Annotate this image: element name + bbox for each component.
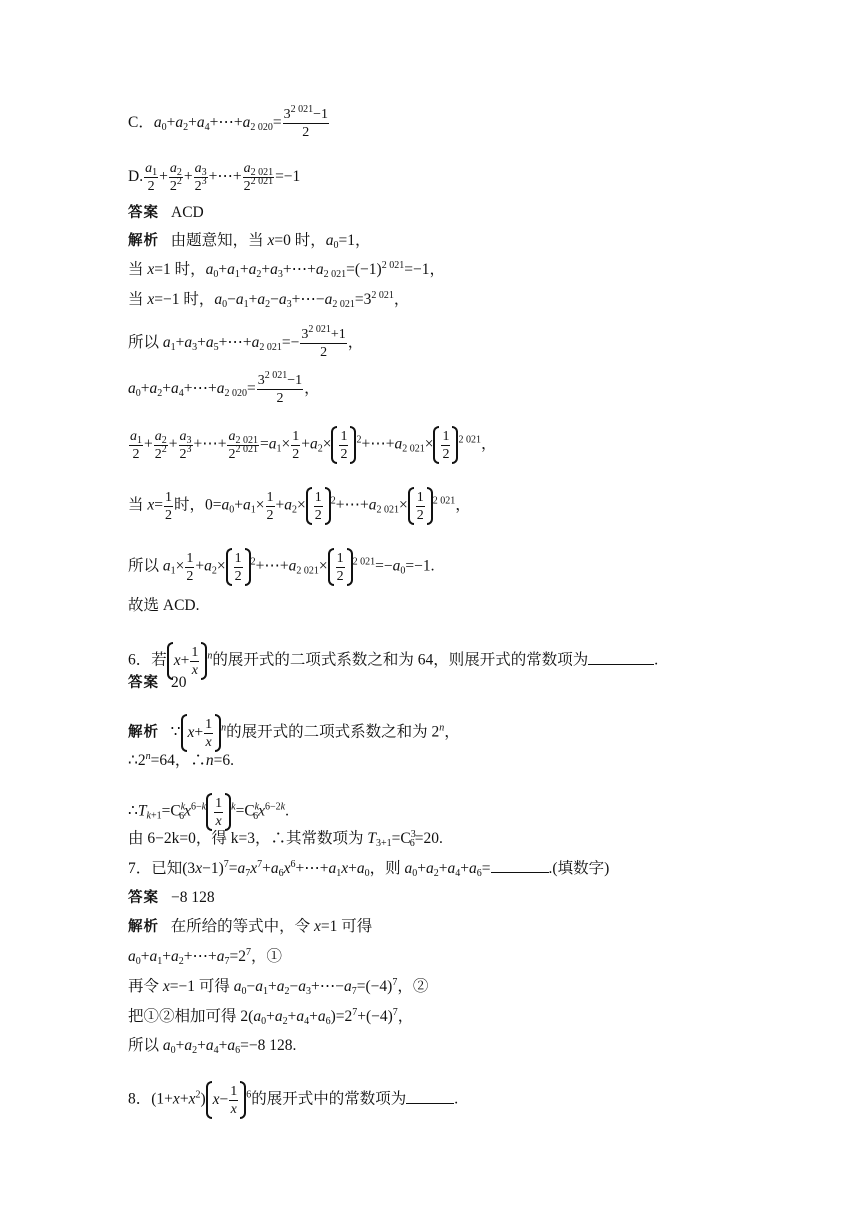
q7-analysis-2: $a_0+a_1+a_2+\cdots+a_7=2^7$，① [128, 947, 283, 967]
q7-analysis-4: 把①②相加可得 $2(a_0+a_2+a_4+a_6)=2^7+(-4)^7$， [128, 1007, 414, 1027]
q7-analysis-5: 所以 $a_0+a_2+a_4+a_6=-8$ 128. [128, 1037, 297, 1056]
q5-option-d: D. $\frac{a_1}{2}$ + $\frac{a_2}{2^2}$ + $\frac{a_3}{2^3}$ +⋯+ $\frac{a_{2 021}}{2^{2 021}}$ =−1 [128, 161, 301, 194]
q5-analysis-4: 所以 $a_1+a_3+a_5+\cdots+a_{2 021}=-$ $\frac{3^{2 021}+1}{2}$ ， [128, 324, 364, 360]
q6-analysis-2: $\therefore 2^n=64$，∴n=6. [128, 751, 234, 769]
q5-analysis-1: 解析 由题意知，当 x=0 时，$a_0=1$， [128, 232, 371, 251]
q6-analysis-1: 解析 ∵ x + $\frac{1}{x}$ $^n$的展开式的二项式系数之和为 2$^n$， [128, 714, 460, 752]
answer-blank[interactable] [491, 858, 549, 873]
q6-analysis-4: 由 6−2k=0，得 k=3，∴其常数项为 $T_{3+1}=C^3_6=20$. [128, 829, 443, 849]
q7-analysis-1: 解析 在所给的等式中，令 x=1 可得 [128, 918, 373, 935]
q5-analysis-7: 当 x= $\frac{1}{2}$ 时，$0=a_0+a_1\times$ $\frac{1}{2}$ $+a_2\times$ $\frac{1}{2}$ $^2+\cdots+a_{2 021}\times$ $\frac{1}{2}$ $^{2 021}$， [128, 487, 471, 525]
q5-analysis-6: $\frac{a_1}{2}$ + $\frac{a_2}{2^2}$ + $\frac{a_3}{2^3}$ +⋯+ $\frac{a_{2 021}}{2^{2 021}}$ $=a_1\times$ $\frac{1}{2}$ $+a_2\times$ $\frac{1}{2}$ $^2+\cdots+a_{2 021}\times$ $\frac{1}{2}$ $^{2 021}$， [128, 426, 496, 464]
q8-stem: 8．$(1+x+x^2)$ x − $\frac{1}{x}$ $^6$的展开式中的常数项为 . [128, 1081, 458, 1119]
q7-answer: 答案 −8 128 [128, 889, 215, 906]
q7-stem: 7．已知$(3x-1)^7=a_7x^7+a_6x^6+\cdots+a_1x+a_0$，则 $a_0+a_2+a_4+a_6=$ .(填数字) [128, 859, 610, 879]
q6-analysis-3: $\therefore T_{k+1}=C^k_6x^{6-k}$ $\frac{1}{x}$ $^k=C^k_6x^{6-2k}$. [128, 793, 289, 831]
q5-analysis-8: 所以 $a_1\times$ $\frac{1}{2}$ $+a_2\times$ $\frac{1}{2}$ $^2+\cdots+a_{2 021}\times$ $\frac{1}{2}$ $^{2 021}=-a_0=-1$. [128, 548, 434, 586]
q6-answer: 答案 20 [128, 674, 187, 691]
q5-answer: 答案 ACD [128, 204, 204, 221]
q7-analysis-3: 再令 x=−1 可得 $a_0-a_1+a_2-a_3+\cdots-a_7=(-4)^7$，② [128, 977, 429, 997]
answer-blank[interactable] [406, 1089, 454, 1104]
q5-analysis-2: 当 x=1 时，$a_0+a_1+a_2+a_3+\cdots+a_{2 021}=(-1)^{2 021}=-1$， [128, 260, 445, 280]
q5-analysis-5: $a_0+a_2+a_4+\cdots+a_{2 020}=$ $\frac{3^{2 021}-1}{2}$ ， [128, 370, 320, 406]
answer-blank[interactable] [588, 650, 654, 665]
q5-analysis-3: 当 x=−1 时，$a_0-a_1+a_2-a_3+\cdots-a_{2 021}=3^{2 021}$， [128, 290, 410, 310]
q5-conclusion: 故选 ACD. [128, 597, 200, 614]
q6-stem: 6．若 x + $\frac{1}{x}$ $^n$的展开式的二项式系数之和为 64，则展开式的常数项为 . [128, 642, 658, 680]
q5-option-c: C．$a_0+a_2+a_4+\cdots+a_{2 020}=$ $\frac{3^{2 021}-1}{2}$ [128, 104, 328, 140]
